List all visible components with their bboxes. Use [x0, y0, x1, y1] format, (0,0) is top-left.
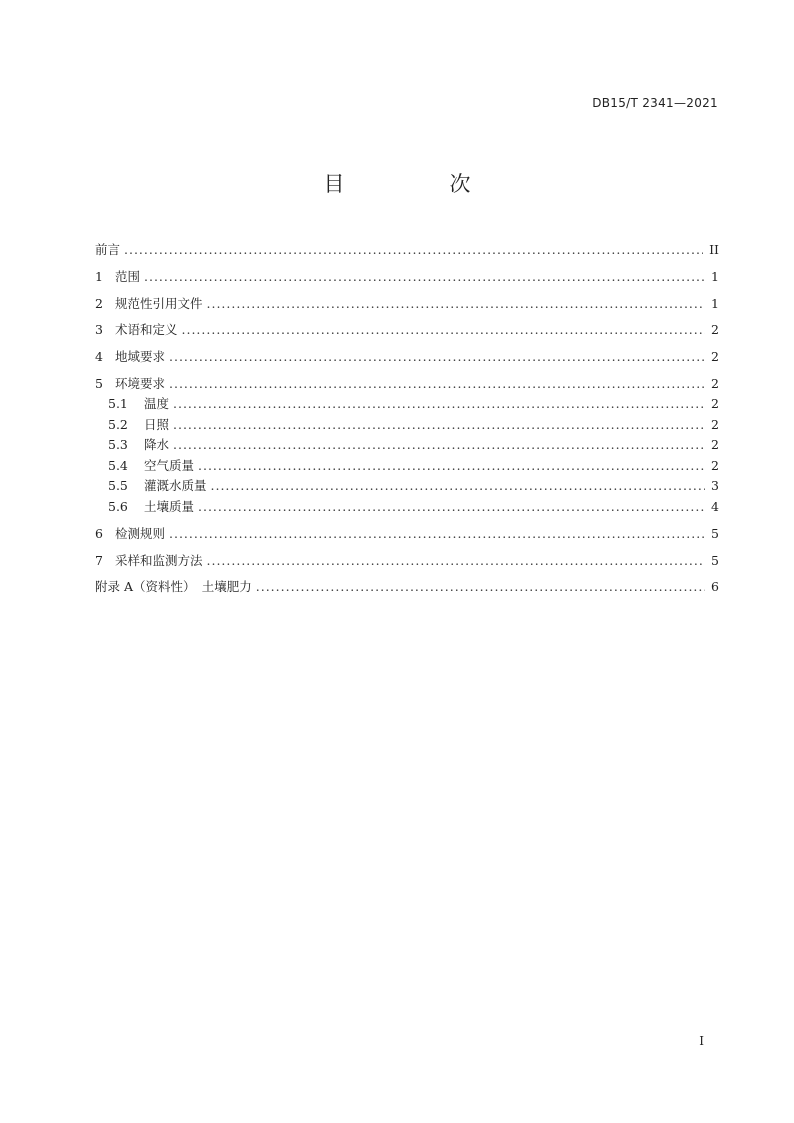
toc-entry-soil-quality[interactable] — [95, 497, 719, 518]
toc-entry-irrigation-water-quality[interactable] — [95, 476, 719, 497]
toc-leader-dots — [169, 376, 705, 391]
toc-entry-number: 2 — [95, 295, 103, 311]
toc-entry-number: 5 — [95, 375, 103, 391]
toc-leader-dots — [211, 478, 705, 493]
toc-leader-dots — [198, 499, 705, 514]
toc-entry-label: 降水 — [144, 437, 170, 453]
toc-leader-dots — [144, 269, 705, 284]
toc-entry-page: 3 — [711, 478, 719, 494]
toc-entry-foreword[interactable] — [95, 240, 719, 261]
document-code: DB15/T 2341—2021 — [592, 96, 718, 110]
table-of-contents — [95, 240, 719, 598]
toc-entry-page: 2 — [711, 322, 719, 338]
toc-entry-label: 附录 A（资料性） 土壤肥力 — [95, 579, 252, 595]
toc-entry-normative-references[interactable] — [95, 294, 719, 315]
toc-entry-number: 5.3 — [108, 437, 128, 453]
page-number: I — [699, 1034, 704, 1048]
toc-entry-label: 范围 — [115, 268, 141, 284]
toc-leader-dots — [207, 296, 705, 311]
toc-entry-page: 4 — [711, 498, 719, 514]
toc-entry-number: 7 — [95, 552, 103, 568]
toc-entry-label: 灌溉水质量 — [144, 478, 207, 494]
toc-entry-page: 2 — [711, 416, 719, 432]
toc-entry-temperature[interactable] — [95, 394, 719, 415]
toc-entry-page: 6 — [711, 579, 719, 595]
toc-entry-page: 2 — [711, 457, 719, 473]
toc-leader-dots — [169, 349, 705, 364]
toc-entry-sampling-methods[interactable] — [95, 551, 719, 572]
toc-entry-label: 采样和监测方法 — [115, 552, 203, 568]
toc-entry-number: 1 — [95, 268, 103, 284]
toc-leader-dots — [256, 579, 705, 594]
toc-entry-number: 5.4 — [108, 457, 128, 473]
toc-entry-number: 5.6 — [108, 498, 128, 514]
toc-entry-inspection-rules[interactable] — [95, 524, 719, 545]
toc-leader-dots — [198, 458, 705, 473]
toc-entry-label: 检测规则 — [115, 525, 166, 541]
toc-entry-number: 6 — [95, 525, 103, 541]
toc-entry-number: 4 — [95, 349, 103, 365]
toc-leader-dots — [207, 553, 705, 568]
toc-entry-label: 地域要求 — [115, 349, 166, 365]
toc-leader-dots — [169, 526, 705, 541]
toc-entry-appendix-a[interactable] — [95, 577, 719, 598]
toc-entry-number: 5.1 — [108, 396, 128, 412]
toc-entry-label: 温度 — [144, 396, 170, 412]
toc-entry-page: 2 — [711, 349, 719, 365]
toc-entry-page: 5 — [711, 552, 719, 568]
toc-entry-page: 2 — [711, 375, 719, 391]
toc-leader-dots — [173, 437, 705, 452]
toc-leader-dots — [173, 417, 705, 432]
toc-entry-label: 空气质量 — [144, 457, 195, 473]
toc-entry-page: 1 — [711, 295, 719, 311]
toc-entry-label: 规范性引用文件 — [115, 295, 203, 311]
toc-entry-scope[interactable] — [95, 267, 719, 288]
toc-entry-air-quality[interactable] — [95, 456, 719, 477]
toc-leader-dots — [173, 396, 705, 411]
toc-entry-page: 2 — [711, 437, 719, 453]
toc-entry-label: 日照 — [144, 416, 170, 432]
toc-entry-number: 3 — [95, 322, 103, 338]
toc-entry-page: 1 — [711, 268, 719, 284]
toc-entry-page: II — [709, 242, 719, 257]
toc-entry-environment-requirements[interactable] — [95, 374, 719, 395]
toc-entry-terms-definitions[interactable] — [95, 320, 719, 341]
toc-entry-number: 5.2 — [108, 416, 128, 432]
toc-entry-page: 5 — [711, 525, 719, 541]
toc-entry-precipitation[interactable] — [95, 435, 719, 456]
toc-entry-regional-requirements[interactable] — [95, 347, 719, 368]
toc-entry-label: 环境要求 — [115, 375, 166, 391]
toc-entry-label: 术语和定义 — [115, 322, 178, 338]
toc-entry-page: 2 — [711, 396, 719, 412]
toc-entry-sunshine[interactable] — [95, 415, 719, 436]
toc-entry-label: 土壤质量 — [144, 498, 195, 514]
page-title: 目 次 — [323, 172, 513, 196]
toc-leader-dots — [124, 242, 703, 257]
toc-leader-dots — [182, 322, 705, 337]
toc-entry-number: 5.5 — [108, 478, 128, 494]
toc-entry-label: 前言 — [95, 242, 121, 257]
